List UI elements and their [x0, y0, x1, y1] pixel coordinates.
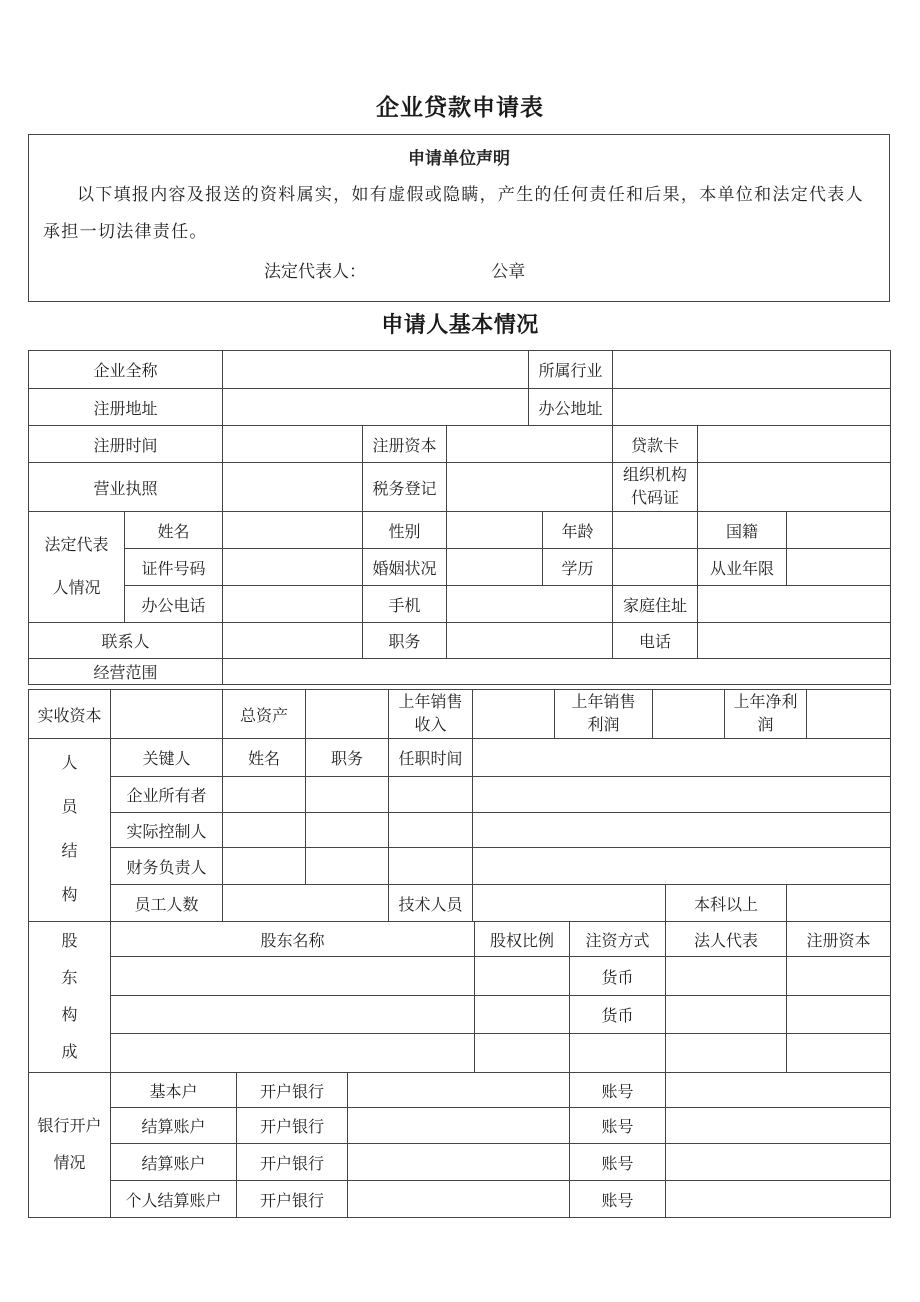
label-key-person-position: 职务: [306, 739, 389, 777]
label-mobile: 手机: [363, 586, 447, 623]
field-contact-position[interactable]: [447, 623, 613, 659]
table-legal-rep-info: [28, 511, 891, 685]
field-mobile[interactable]: [447, 586, 613, 623]
shareholder-1-funding-method: 货币: [570, 957, 666, 996]
field-controller-position[interactable]: [306, 813, 389, 848]
label-shareholder-section: 股东构成: [29, 922, 111, 1073]
field-finance-name[interactable]: [223, 848, 306, 885]
table-company-info: [28, 350, 891, 426]
label-reg-time: 注册时间: [29, 426, 223, 463]
field-key-person-extra[interactable]: [473, 739, 891, 777]
field-controller-tenure[interactable]: [389, 813, 473, 848]
label-age: 年龄: [543, 512, 613, 549]
label-paid-in-capital: 实收资本: [29, 690, 111, 739]
field-tax-reg[interactable]: [447, 463, 613, 512]
label-education: 学历: [543, 549, 613, 586]
field-basic-opening-bank[interactable]: [348, 1073, 570, 1108]
table-financials: [28, 689, 891, 739]
label-personnel-section: 人员结构: [29, 739, 111, 922]
declaration-signature-row: [264, 256, 875, 288]
shareholder-2-funding-method: 货币: [570, 996, 666, 1033]
label-nationality: 国籍: [698, 512, 787, 549]
field-shareholder-2-legal-rep[interactable]: [666, 996, 787, 1033]
label-reg-capital: 注册资本: [363, 426, 447, 463]
field-shareholder-2-ratio[interactable]: [475, 996, 570, 1033]
field-reg-time[interactable]: [223, 426, 363, 463]
table-bank-accounts: [28, 1072, 891, 1218]
label-settlement-1-opening-bank: 开户银行: [237, 1108, 348, 1144]
field-loan-card[interactable]: [698, 426, 891, 463]
field-home-address[interactable]: [698, 586, 891, 623]
field-id-number[interactable]: [223, 549, 363, 586]
field-last-year-sales-profit[interactable]: [653, 690, 725, 739]
label-legal-rep-name: 姓名: [125, 512, 223, 549]
label-basic-account-no: 账号: [570, 1073, 666, 1108]
field-shareholder-3-capital[interactable]: [787, 1033, 891, 1072]
label-legal-rep-section: 法定代表人情况: [29, 512, 125, 623]
label-contact-person: 联系人: [29, 623, 223, 659]
field-basic-account-no[interactable]: [666, 1073, 891, 1108]
label-company-name: 企业全称: [29, 351, 223, 389]
field-shareholder-1-name[interactable]: [111, 957, 475, 996]
field-settlement-2-opening-bank[interactable]: [348, 1144, 570, 1181]
table-registration-info: [28, 425, 891, 512]
label-last-year-sales-income: 上年销售收入: [389, 690, 473, 739]
label-actual-controller: 实际控制人: [111, 813, 223, 848]
label-business-license: 营业执照: [29, 463, 223, 512]
declaration-line-2: 承担一切法律责任。: [43, 222, 208, 241]
label-tech-personnel: 技术人员: [389, 885, 473, 922]
field-nationality[interactable]: [787, 512, 891, 549]
section-title: 申请人基本情况: [381, 312, 539, 337]
label-years-working: 从业年限: [698, 549, 787, 586]
official-seal-label: 公章: [491, 262, 526, 281]
field-age[interactable]: [613, 512, 698, 549]
field-controller-name[interactable]: [223, 813, 306, 848]
label-last-year-sales-profit: 上年销售利润: [555, 690, 653, 739]
field-shareholder-2-name[interactable]: [111, 996, 475, 1033]
label-equity-ratio: 股权比例: [475, 922, 570, 957]
label-enterprise-owner: 企业所有者: [111, 777, 223, 813]
table-personnel-structure: [28, 738, 891, 922]
label-personal-settlement-account: 个人结算账户: [111, 1181, 237, 1218]
field-office-phone[interactable]: [223, 586, 363, 623]
label-total-assets: 总资产: [223, 690, 306, 739]
field-owner-name[interactable]: [223, 777, 306, 813]
field-office-address[interactable]: [613, 389, 891, 426]
field-controller-extra[interactable]: [473, 813, 891, 848]
declaration-body: [43, 176, 875, 250]
label-settlement-account-1: 结算账户: [111, 1108, 237, 1144]
label-key-person: 关键人: [111, 739, 223, 777]
label-personal-account-no: 账号: [570, 1181, 666, 1218]
field-total-assets[interactable]: [306, 690, 389, 739]
label-business-scope: 经营范围: [29, 659, 223, 685]
field-shareholder-3-funding-method[interactable]: [570, 1033, 666, 1072]
label-shareholder-reg-capital: 注册资本: [787, 922, 891, 957]
field-shareholder-1-legal-rep[interactable]: [666, 957, 787, 996]
label-tenure-time: 任职时间: [389, 739, 473, 777]
label-last-year-net-profit: 上年净利润: [725, 690, 807, 739]
label-id-number: 证件号码: [125, 549, 223, 586]
field-education[interactable]: [613, 549, 698, 586]
label-org-code-cert: 组织机构代码证: [613, 463, 698, 512]
field-years-working[interactable]: [787, 549, 891, 586]
label-settlement-2-opening-bank: 开户银行: [237, 1144, 348, 1181]
field-industry[interactable]: [613, 351, 891, 389]
label-settlement-account-2: 结算账户: [111, 1144, 237, 1181]
field-finance-extra[interactable]: [473, 848, 891, 885]
field-paid-in-capital[interactable]: [111, 690, 223, 739]
label-settlement-2-account-no: 账号: [570, 1144, 666, 1181]
field-settlement-1-opening-bank[interactable]: [348, 1108, 570, 1144]
field-last-year-sales-income[interactable]: [473, 690, 555, 739]
label-office-address: 办公地址: [529, 389, 613, 426]
label-finance-manager: 财务负责人: [111, 848, 223, 885]
label-reg-address: 注册地址: [29, 389, 223, 426]
field-bachelor-above[interactable]: [787, 885, 891, 922]
field-tech-personnel[interactable]: [473, 885, 666, 922]
label-basic-opening-bank: 开户银行: [237, 1073, 348, 1108]
field-org-code-cert[interactable]: [698, 463, 891, 512]
label-settlement-1-account-no: 账号: [570, 1108, 666, 1144]
field-owner-extra[interactable]: [473, 777, 891, 813]
declaration-title: 申请单位声明: [408, 149, 510, 168]
field-owner-position[interactable]: [306, 777, 389, 813]
field-company-name[interactable]: [223, 351, 529, 389]
field-shareholder-3-ratio[interactable]: [475, 1033, 570, 1072]
field-business-scope[interactable]: [223, 659, 891, 685]
field-shareholder-1-ratio[interactable]: [475, 957, 570, 996]
label-bank-section: 银行开户情况: [29, 1073, 111, 1218]
label-industry: 所属行业: [529, 351, 613, 389]
label-personal-opening-bank: 开户银行: [237, 1181, 348, 1218]
field-personal-opening-bank[interactable]: [348, 1181, 570, 1218]
label-office-phone: 办公电话: [125, 586, 223, 623]
field-finance-tenure[interactable]: [389, 848, 473, 885]
label-key-person-name: 姓名: [223, 739, 306, 777]
label-bachelor-above: 本科以上: [666, 885, 787, 922]
field-contact-phone[interactable]: [698, 623, 891, 659]
label-shareholder-legal-rep: 法人代表: [666, 922, 787, 957]
label-tax-reg: 税务登记: [363, 463, 447, 512]
label-loan-card: 贷款卡: [613, 426, 698, 463]
field-settlement-2-account-no[interactable]: [666, 1144, 891, 1181]
label-contact-position: 职务: [363, 623, 447, 659]
field-shareholder-1-capital[interactable]: [787, 957, 891, 996]
field-settlement-1-account-no[interactable]: [666, 1108, 891, 1144]
field-employee-count[interactable]: [223, 885, 389, 922]
field-marital-status[interactable]: [447, 549, 543, 586]
table-shareholders: [28, 921, 891, 1073]
label-contact-phone: 电话: [613, 623, 698, 659]
label-gender: 性别: [363, 512, 447, 549]
label-shareholder-name: 股东名称: [111, 922, 475, 957]
field-shareholder-3-name[interactable]: [111, 1033, 475, 1072]
label-basic-account: 基本户: [111, 1073, 237, 1108]
field-personal-account-no[interactable]: [666, 1181, 891, 1218]
field-shareholder-2-capital[interactable]: [787, 996, 891, 1033]
field-shareholder-3-legal-rep[interactable]: [666, 1033, 787, 1072]
field-gender[interactable]: [447, 512, 543, 549]
field-business-license[interactable]: [223, 463, 363, 512]
label-funding-method: 注资方式: [570, 922, 666, 957]
label-home-address: 家庭住址: [613, 586, 698, 623]
field-contact-person[interactable]: [223, 623, 363, 659]
field-last-year-net-profit[interactable]: [807, 690, 891, 739]
field-reg-capital[interactable]: [447, 426, 613, 463]
field-legal-rep-name[interactable]: [223, 512, 363, 549]
field-reg-address[interactable]: [223, 389, 529, 426]
page-title: 企业贷款申请表: [376, 95, 544, 120]
legal-rep-signature-label: 法定代表人：: [264, 262, 366, 281]
declaration-line-1: 以下填报内容及报送的资料属实，如有虚假或隐瞒，产生的任何责任和后果，本单位和法定代表人: [77, 185, 864, 204]
field-finance-position[interactable]: [306, 848, 389, 885]
declaration-box: [28, 134, 890, 302]
label-marital-status: 婚姻状况: [363, 549, 447, 586]
label-employee-count: 员工人数: [111, 885, 223, 922]
field-owner-tenure[interactable]: [389, 777, 473, 813]
